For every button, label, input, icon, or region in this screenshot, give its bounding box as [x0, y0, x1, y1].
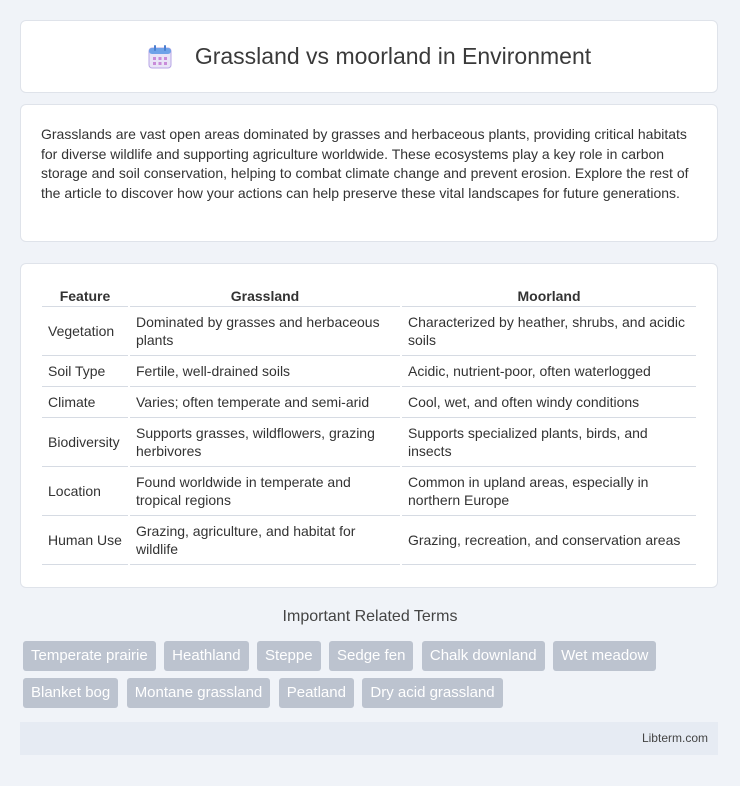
grassland-cell: Found worldwide in temperate and tropical regions: [130, 467, 400, 516]
feature-cell: Human Use: [42, 516, 128, 565]
column-header: Moorland: [402, 284, 696, 307]
table-row: [42, 467, 696, 516]
column-header: Feature: [42, 284, 128, 307]
table-row: [42, 516, 696, 565]
page-title: Grassland vs moorland in Environment: [194, 43, 592, 69]
moorland-cell: Common in upland areas, especially in northern Europe: [402, 467, 696, 516]
moorland-cell: Acidic, nutrient-poor, often waterlogged: [402, 356, 696, 387]
header-card: [20, 20, 718, 93]
moorland-cell: Grazing, recreation, and conservation areas: [402, 516, 696, 565]
grassland-cell: Grazing, agriculture, and habitat for wildlife: [130, 516, 400, 565]
intro-text: Grasslands are vast open areas dominated by grasses and herbaceous plants, providing critical habitats for diverse wildlife and supporting agriculture worldwide. These ecosystems play a key role in carbon storage and soil conservation, helping to combat climate change and prevent erosion. Explore the rest of the article to discover how your actions can help preserve these vital landscapes for future generations.: [41, 126, 689, 201]
feature-cell: Biodiversity: [42, 418, 128, 467]
footer-link[interactable]: Libterm.com: [641, 731, 708, 745]
related-term-tag[interactable]: Blanket bog: [23, 678, 118, 708]
calendar-icon: [147, 44, 173, 70]
related-term-tag[interactable]: Sedge fen: [329, 641, 413, 671]
moorland-cell: Characterized by heather, shrubs, and acidic soils: [402, 307, 696, 356]
feature-cell: Climate: [42, 387, 128, 418]
related-term-tag[interactable]: Chalk downland: [422, 641, 545, 671]
table-header-row: [42, 284, 696, 307]
related-term-tag[interactable]: Heathland: [164, 641, 248, 671]
feature-cell: Soil Type: [42, 356, 128, 387]
table-row: [42, 307, 696, 356]
related-term-tag[interactable]: Wet meadow: [553, 641, 656, 671]
related-term-tag[interactable]: Temperate prairie: [23, 641, 156, 671]
table-row: [42, 387, 696, 418]
column-header: Grassland: [130, 284, 400, 307]
table-row: [42, 418, 696, 467]
grassland-cell: Dominated by grasses and herbaceous plants: [130, 307, 400, 356]
footer: [20, 722, 718, 755]
related-term-tag[interactable]: Peatland: [279, 678, 354, 708]
related-terms-title: Important Related Terms: [282, 608, 458, 625]
related-term-tag[interactable]: Steppe: [257, 641, 321, 671]
moorland-cell: Supports specialized plants, birds, and insects: [402, 418, 696, 467]
table-row: [42, 356, 696, 387]
grassland-cell: Varies; often temperate and semi-arid: [130, 387, 400, 418]
moorland-cell: Cool, wet, and often windy conditions: [402, 387, 696, 418]
intro-card: [20, 104, 718, 242]
comparison-table: [40, 284, 698, 565]
grassland-cell: Fertile, well-drained soils: [130, 356, 400, 387]
feature-cell: Location: [42, 467, 128, 516]
related-term-tag[interactable]: Dry acid grassland: [362, 678, 502, 708]
grassland-cell: Supports grasses, wildflowers, grazing herbivores: [130, 418, 400, 467]
related-terms-list: [23, 641, 713, 715]
related-term-tag[interactable]: Montane grassland: [127, 678, 271, 708]
comparison-card: [20, 263, 718, 588]
feature-cell: Vegetation: [42, 307, 128, 356]
